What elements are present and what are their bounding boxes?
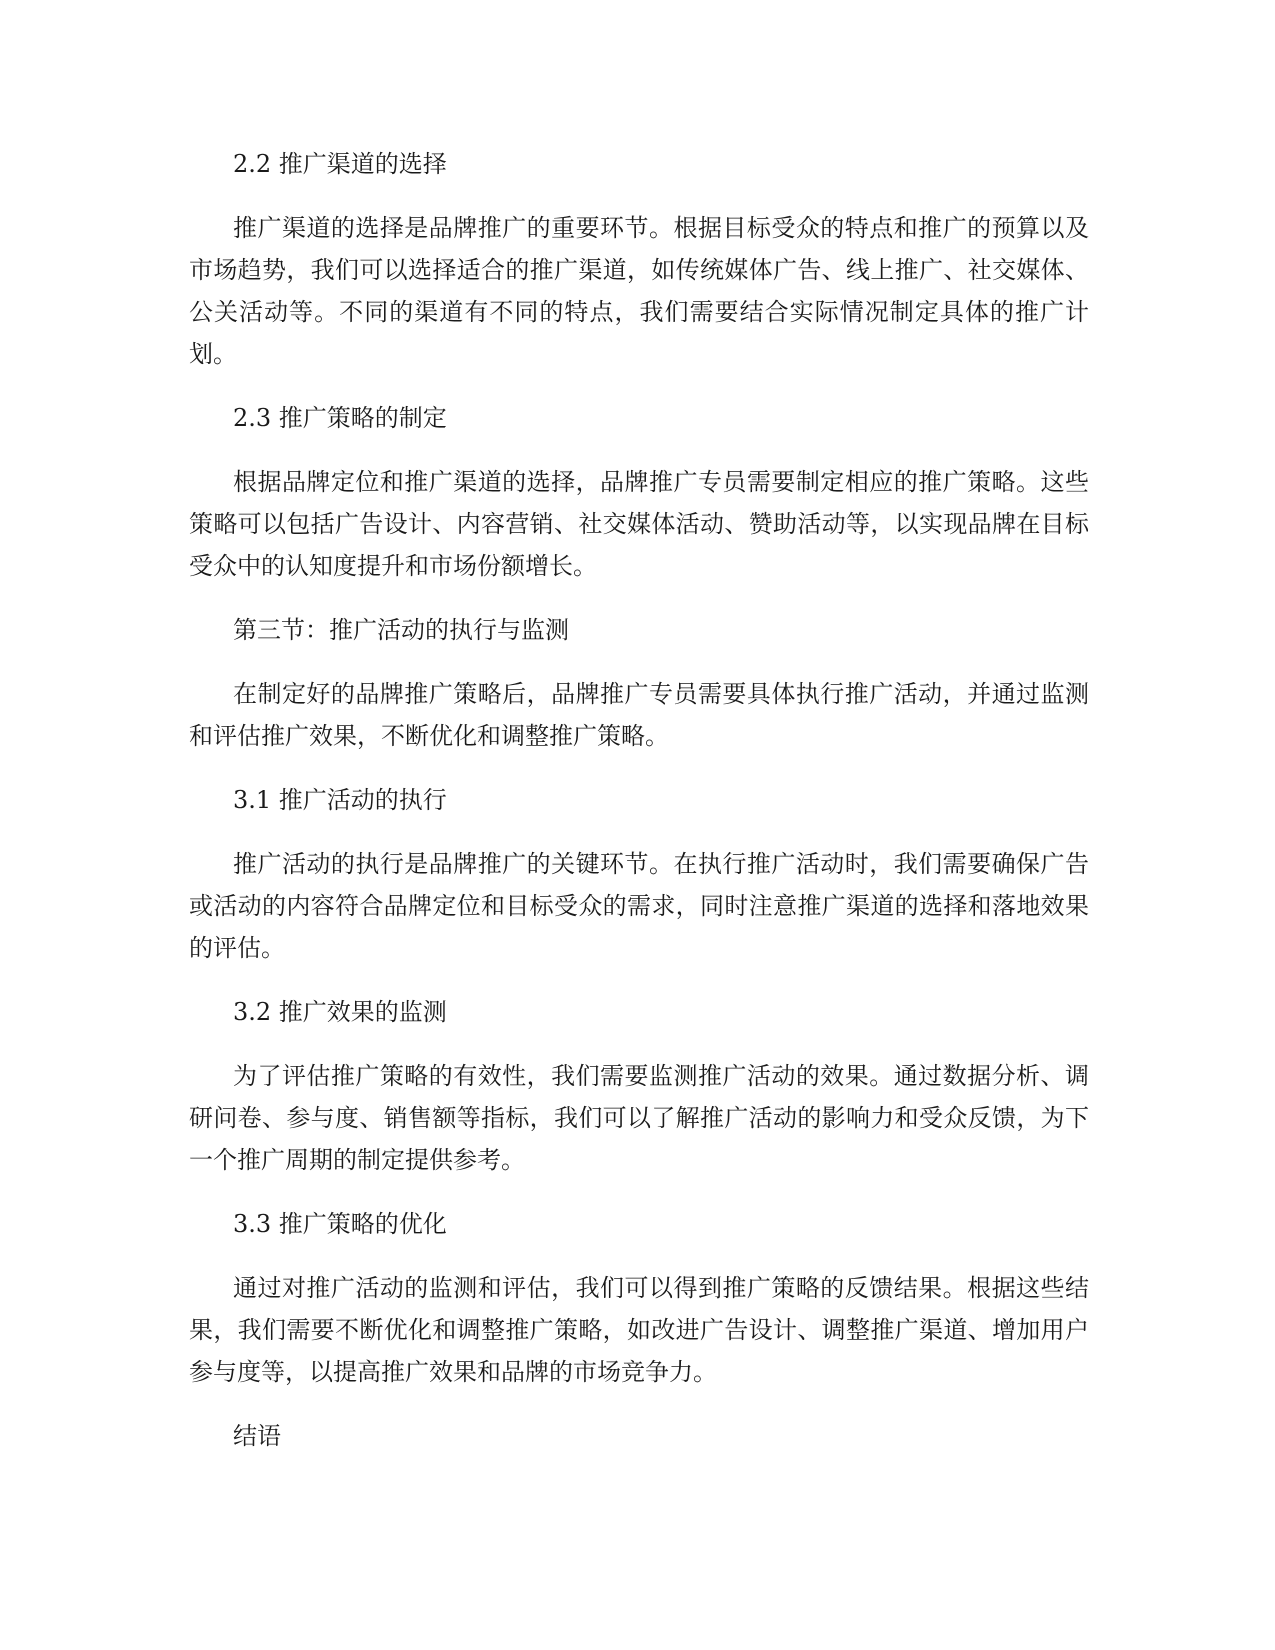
paragraph-channel-selection: 推广渠道的选择是品牌推广的重要环节。根据目标受众的特点和推广的预算以及市场趋势，我们可以选择适合的推广渠道，如传统媒体广告、线上推广、社交媒体、公关活动等。不同的渠道有不同的特点，我们需要结合实际情况制定具体的推广计划。 <box>189 214 1089 368</box>
subsection-heading-3-3: 3.3 推广策略的优化 <box>233 1210 447 1238</box>
subsection-heading-2-3: 2.3 推广策略的制定 <box>233 404 447 432</box>
conclusion-heading: 结语 <box>233 1422 281 1450</box>
subsection-heading-3-1: 3.1 推广活动的执行 <box>233 786 447 814</box>
paragraph-strategy-formulation: 根据品牌定位和推广渠道的选择，品牌推广专员需要制定相应的推广策略。这些策略可以包括广告设计、内容营销、社交媒体活动、赞助活动等，以实现品牌在目标受众中的认知度提升和市场份额增长。 <box>189 468 1089 580</box>
paragraph-activity-execution: 推广活动的执行是品牌推广的关键环节。在执行推广活动时，我们需要确保广告或活动的内容符合品牌定位和目标受众的需求，同时注意推广渠道的选择和落地效果的评估。 <box>189 850 1089 962</box>
paragraph-effect-monitoring: 为了评估推广策略的有效性，我们需要监测推广活动的效果。通过数据分析、调研问卷、参与度、销售额等指标，我们可以了解推广活动的影响力和受众反馈，为下一个推广周期的制定提供参考。 <box>189 1062 1089 1174</box>
paragraph-strategy-optimization: 通过对推广活动的监测和评估，我们可以得到推广策略的反馈结果。根据这些结果，我们需要不断优化和调整推广策略，如改进广告设计、调整推广渠道、增加用户参与度等，以提高推广效果和品牌的市场竞争力。 <box>189 1274 1089 1386</box>
paragraph-section-3-intro: 在制定好的品牌推广策略后，品牌推广专员需要具体执行推广活动，并通过监测和评估推广效果，不断优化和调整推广策略。 <box>189 680 1089 750</box>
section-heading-3: 第三节：推广活动的执行与监测 <box>233 616 569 644</box>
subsection-heading-3-2: 3.2 推广效果的监测 <box>233 998 447 1026</box>
document-body <box>189 143 1089 1479</box>
subsection-heading-2-2: 2.2 推广渠道的选择 <box>233 150 447 178</box>
